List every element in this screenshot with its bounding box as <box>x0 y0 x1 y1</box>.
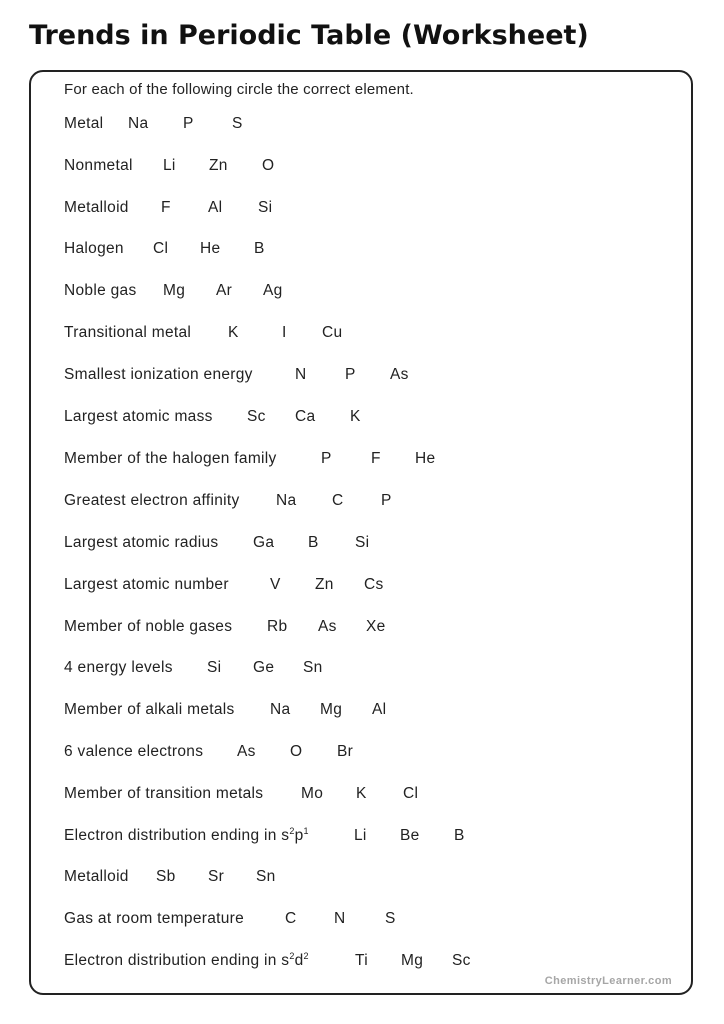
question-label: 6 valence electrons <box>64 743 204 760</box>
superscript: 2 <box>289 826 295 836</box>
label-text: d <box>294 952 304 969</box>
question-row <box>64 114 243 134</box>
element-choice[interactable]: Si <box>355 534 370 551</box>
element-choice[interactable]: Si <box>207 659 222 676</box>
element-choice[interactable]: Cl <box>153 240 169 257</box>
question-row <box>64 575 384 595</box>
label-text: Electron distribution ending in s <box>64 952 290 969</box>
question-label: Gas at room temperature <box>64 910 245 927</box>
element-choice[interactable]: Mg <box>320 701 343 718</box>
element-choice[interactable]: Sr <box>208 868 225 885</box>
element-choice[interactable]: Mg <box>401 952 424 969</box>
element-choice[interactable]: Al <box>208 199 223 216</box>
question-label: 4 energy levels <box>64 659 173 676</box>
element-choice[interactable]: K <box>350 408 361 425</box>
page-title: Trends in Periodic Table (Worksheet) <box>29 20 589 51</box>
question-row <box>64 742 354 762</box>
watermark: ChemistryLearner.com <box>544 975 672 987</box>
element-choice[interactable]: Na <box>128 115 149 132</box>
element-choice[interactable]: F <box>161 199 171 216</box>
element-choice[interactable]: As <box>390 366 409 383</box>
element-choice[interactable]: N <box>295 366 307 383</box>
element-choice[interactable]: He <box>200 240 221 257</box>
element-choice[interactable]: Al <box>372 701 387 718</box>
superscript: 1 <box>303 826 309 836</box>
element-choice[interactable]: Ar <box>216 282 233 299</box>
question-row <box>64 617 386 637</box>
question-row <box>64 909 396 929</box>
element-choice[interactable]: Sn <box>303 659 323 676</box>
question-label: Metalloid <box>64 199 129 216</box>
question-label <box>64 951 309 971</box>
question-label <box>64 826 309 846</box>
question-label: Metal <box>64 115 104 132</box>
element-choice[interactable]: Si <box>258 199 273 216</box>
element-choice[interactable]: B <box>254 240 265 257</box>
element-choice[interactable]: Li <box>354 827 367 844</box>
instructions: For each of the following circle the correct element. <box>64 81 414 98</box>
element-choice[interactable]: O <box>290 743 303 760</box>
element-choice[interactable]: N <box>334 910 346 927</box>
label-text: Electron distribution ending in s <box>64 827 290 844</box>
element-choice[interactable]: He <box>415 450 436 467</box>
element-choice[interactable]: Zn <box>209 157 228 174</box>
question-row <box>64 156 275 176</box>
question-label: Smallest ionization energy <box>64 366 253 383</box>
question-label: Noble gas <box>64 282 137 299</box>
question-label: Member of noble gases <box>64 618 233 635</box>
element-choice[interactable]: B <box>308 534 319 551</box>
element-choice[interactable]: Be <box>400 827 420 844</box>
element-choice[interactable]: C <box>332 492 344 509</box>
element-choice[interactable]: S <box>385 910 396 927</box>
element-choice[interactable]: Ag <box>263 282 283 299</box>
element-choice[interactable]: Ca <box>295 408 316 425</box>
question-label: Halogen <box>64 240 124 257</box>
element-choice[interactable]: I <box>282 324 287 341</box>
element-choice[interactable]: Cs <box>364 576 384 593</box>
element-choice[interactable]: As <box>318 618 337 635</box>
element-choice[interactable]: Cu <box>322 324 343 341</box>
question-label: Nonmetal <box>64 157 133 174</box>
question-label: Transitional metal <box>64 324 192 341</box>
element-choice[interactable]: Ge <box>253 659 275 676</box>
question-row <box>64 784 419 804</box>
element-choice[interactable]: Li <box>163 157 176 174</box>
element-choice[interactable]: Sc <box>247 408 266 425</box>
label-text: p <box>294 827 304 844</box>
question-label: Largest atomic number <box>64 576 229 593</box>
element-choice[interactable]: Rb <box>267 618 288 635</box>
element-choice[interactable]: K <box>228 324 239 341</box>
element-choice[interactable]: Xe <box>366 618 386 635</box>
question-row <box>64 533 370 553</box>
question-row <box>64 239 265 259</box>
question-row <box>64 700 387 720</box>
question-label: Metalloid <box>64 868 129 885</box>
element-choice[interactable]: B <box>454 827 465 844</box>
question-row <box>64 449 436 469</box>
element-choice[interactable]: C <box>285 910 297 927</box>
element-choice[interactable]: P <box>381 492 392 509</box>
element-choice[interactable]: S <box>232 115 243 132</box>
element-choice[interactable]: V <box>270 576 281 593</box>
question-label: Greatest electron affinity <box>64 492 240 509</box>
element-choice[interactable]: Sn <box>256 868 276 885</box>
element-choice[interactable]: Br <box>337 743 354 760</box>
element-choice[interactable]: As <box>237 743 256 760</box>
question-label: Member of transition metals <box>64 785 264 802</box>
element-choice[interactable]: Na <box>270 701 291 718</box>
question-row <box>64 951 471 971</box>
element-choice[interactable]: Cl <box>403 785 419 802</box>
element-choice[interactable]: O <box>262 157 275 174</box>
element-choice[interactable]: K <box>356 785 367 802</box>
element-choice[interactable]: Zn <box>315 576 334 593</box>
question-row <box>64 365 409 385</box>
element-choice[interactable]: P <box>321 450 332 467</box>
element-choice[interactable]: Ti <box>355 952 368 969</box>
question-row <box>64 826 465 846</box>
question-row <box>64 867 276 887</box>
question-label: Largest atomic mass <box>64 408 213 425</box>
element-choice[interactable]: F <box>371 450 381 467</box>
question-label: Member of alkali metals <box>64 701 235 718</box>
question-label: Member of the halogen family <box>64 450 277 467</box>
question-row <box>64 491 392 511</box>
question-row <box>64 198 273 218</box>
element-choice[interactable]: Mg <box>163 282 186 299</box>
question-row <box>64 658 323 678</box>
question-row <box>64 281 283 301</box>
superscript: 2 <box>303 951 309 961</box>
element-choice[interactable]: P <box>183 115 194 132</box>
question-row <box>64 407 361 427</box>
superscript: 2 <box>289 951 295 961</box>
question-row <box>64 323 343 343</box>
element-choice[interactable]: Sb <box>156 868 176 885</box>
element-choice[interactable]: Mo <box>301 785 324 802</box>
element-choice[interactable]: Sc <box>452 952 471 969</box>
question-label: Largest atomic radius <box>64 534 219 551</box>
element-choice[interactable]: Ga <box>253 534 275 551</box>
element-choice[interactable]: Na <box>276 492 297 509</box>
element-choice[interactable]: P <box>345 366 356 383</box>
